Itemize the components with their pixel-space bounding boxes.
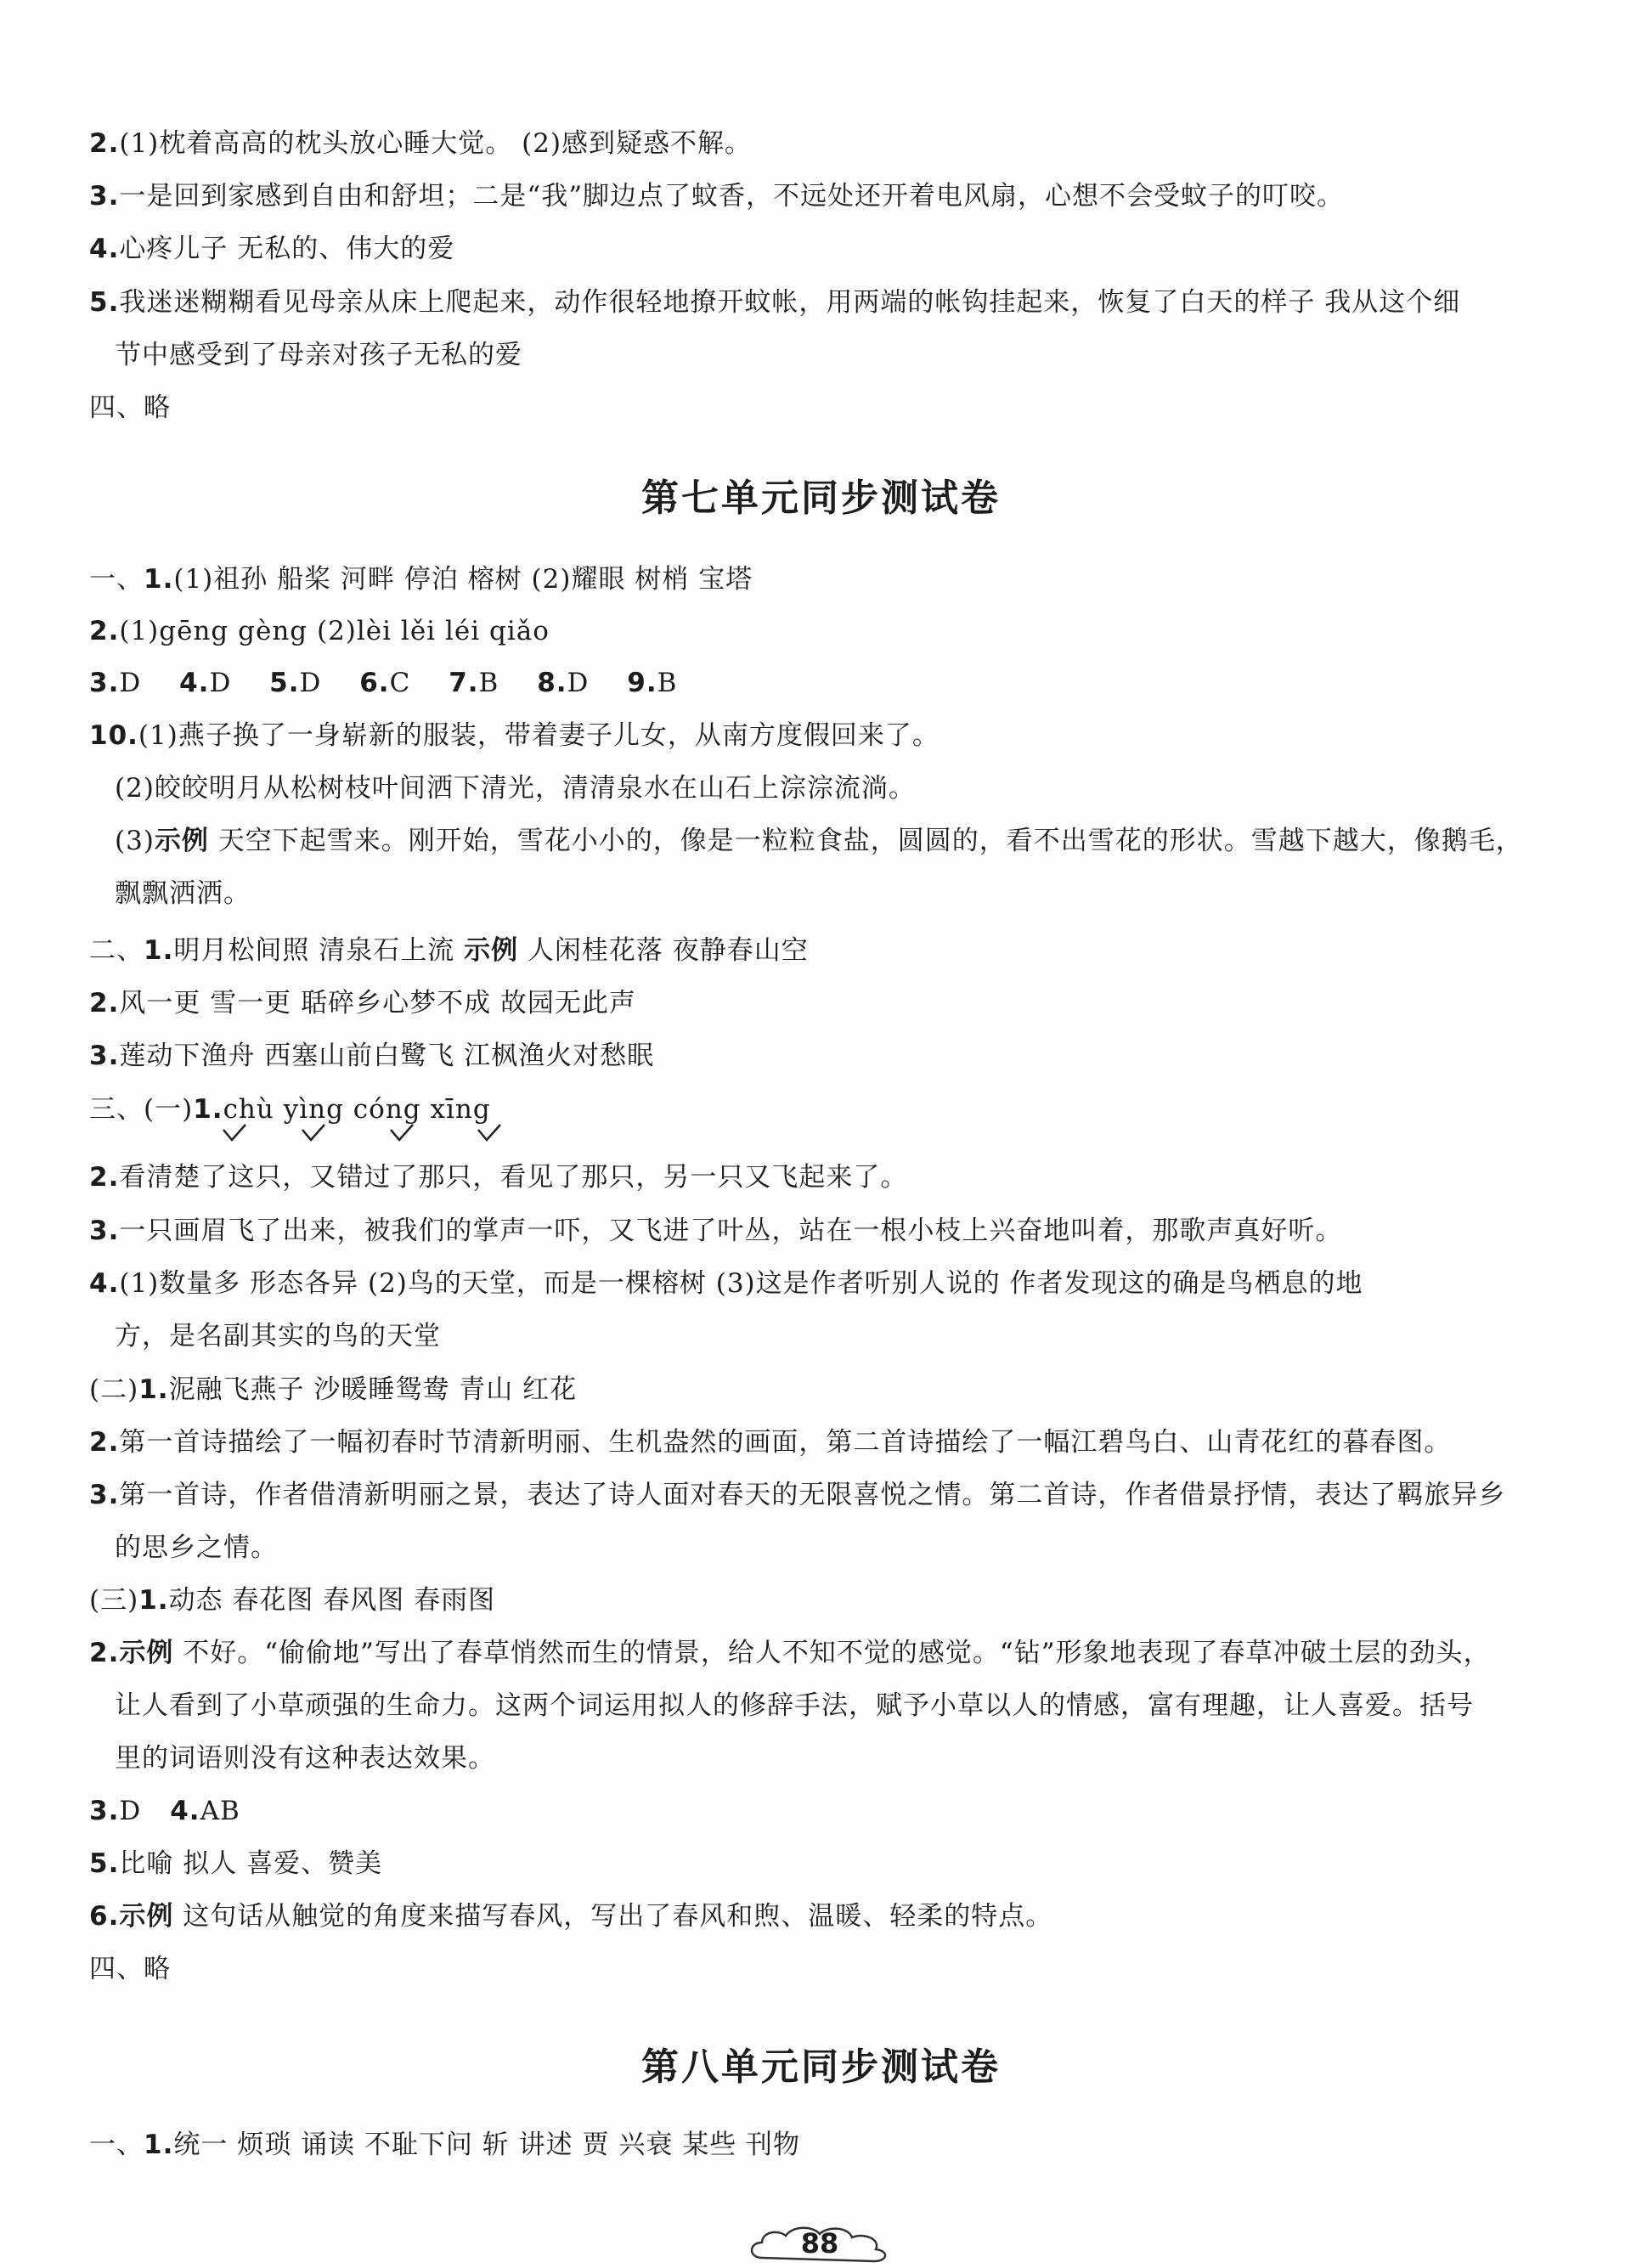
u7-s3c-q1: (三)1.动态 春花图 春风图 春雨图 (89, 1585, 496, 1616)
u7-s2-q1: 二、1.明月松间照 清泉石上流 示例 人闲桂花落 夜静春山空 (89, 935, 809, 966)
u7-s3b-q3: 3.第一首诗，作者借清新明丽之景，表达了诗人面对春天的无限喜悦之情。第二首诗，作者借景抒情，表达了羁旅异乡 (89, 1480, 1506, 1510)
prev-answer-section-4: 四、略 (89, 392, 171, 423)
u7-q3-9: 3.D 4.D 5.D 6.C 7.B 8.D 9.B (89, 668, 678, 698)
prev-answer-2: 2.(1)枕着高高的枕头放心睡大觉。 (2)感到疑惑不解。 (89, 128, 753, 159)
checkmark-4 (478, 1125, 500, 1140)
checkmark-2 (302, 1125, 324, 1140)
u7-q2: 2.(1)gēng gèng (2)lèi lěi léi qiǎo (89, 616, 550, 646)
u7-s3c-q6: 6.示例 这句话从触觉的角度来描写春风，写出了春风和煦、温暖、轻柔的特点。 (89, 1901, 1053, 1932)
checkmark-1 (223, 1125, 245, 1140)
u7-s3-q4: 4.(1)数量多 形态各异 (2)鸟的天堂，而是一棵榕树 (3)这是作者听别人说的 作者发现这的确是鸟栖息的地 (89, 1268, 1363, 1299)
u7-q10-2: (2)皎皎明月从松树枝叶间洒下清光，清清泉水在山石上淙淙流淌。 (115, 773, 916, 804)
u7-s3c-q5: 5.比喻 拟人 喜爱、赞美 (89, 1848, 383, 1879)
page-number: 88 (800, 2227, 839, 2260)
u7-s3b-q2: 2.第一首诗描绘了一幅初春时节清新明丽、生机盎然的画面，第二首诗描绘了一幅江碧鸟白、山青花红的暮春图。 (89, 1427, 1452, 1458)
u7-s2-q3: 3.莲动下渔舟 西塞山前白鹭飞 江枫渔火对愁眠 (89, 1041, 655, 1071)
prev-answer-4: 4.心疼儿子 无私的、伟大的爱 (89, 234, 455, 264)
checkmark-3 (391, 1125, 413, 1140)
u7-q10-3: (3)示例 天空下起雪来。刚开始，雪花小小的，像是一粒粒食盐，圆圆的，看不出雪花的形状。雪越下越大，像鹅毛， (115, 826, 1523, 856)
prev-answer-5-cont: 节中感受到了母亲对孩子无私的爱 (115, 340, 522, 370)
u7-section-4: 四、略 (89, 1954, 171, 1984)
unit8-title: 第八单元同步测试卷 (641, 2045, 1001, 2089)
u7-s3c-q3-4: 3.D 4.AB (89, 1796, 240, 1826)
u7-s3-q3: 3.一只画眉飞了出来，被我们的掌声一吓，又飞进了叶丛，站在一根小枝上兴奋地叫着，那歌声真好听。 (89, 1216, 1343, 1246)
unit7-title: 第七单元同步测试卷 (641, 477, 1001, 520)
u7-s3-q2: 2.看清楚了这只，又错过了那只，看见了那只，另一只又飞起来了。 (89, 1162, 908, 1193)
u7-q10-3-cont: 飘飘洒洒。 (115, 878, 251, 909)
prev-answer-3: 3.一是回到家感到自由和舒坦；二是“我”脚边点了蚊香，不远处还开着电风扇，心想不会受蚊子的叮咬。 (89, 181, 1345, 212)
u7-s3-q4-cont: 方，是名副其实的鸟的天堂 (115, 1321, 441, 1351)
prev-answer-5: 5.我迷迷糊糊看见母亲从床上爬起来，动作很轻地撩开蚊帐，用两端的帐钩挂起来，恢复了白天的样子 我从这个细 (89, 287, 1461, 318)
u7-s3c-q2-cont1: 让人看到了小草顽强的生命力。这两个词运用拟人的修辞手法，赋予小草以人的情感，富有理趣，让人喜爱。括号 (115, 1690, 1474, 1721)
u7-s3b-q3-cont: 的思乡之情。 (115, 1532, 278, 1563)
u7-q10-1: 10.(1)燕子换了一身崭新的服装，带着妻子儿女，从南方度假回来了。 (89, 720, 939, 751)
u7-s2-q2: 2.风一更 雪一更 聒碎乡心梦不成 故园无此声 (89, 988, 636, 1018)
page-number-badge (743, 2224, 896, 2265)
u7-s3c-q2-cont2: 里的词语则没有这种表达效果。 (115, 1743, 495, 1774)
u7-s3-q1: 三、(一)1.chù yìng cóng xīng (89, 1094, 491, 1125)
u8-q1: 一、1.统一 烦琐 诵读 不耻下问 斩 讲述 贾 兴衰 某些 刊物 (89, 2130, 801, 2160)
u7-s3c-q2: 2.示例 不好。“偷偷地”写出了春草悄然而生的情景，给人不知不觉的感觉。“钻”形象地表现了春草冲破土层的劲头， (89, 1638, 1491, 1668)
u7-s3b-q1: (二)1.泥融飞燕子 沙暖睡鸳鸯 青山 红花 (89, 1374, 578, 1405)
u7-q1: 一、1.(1)祖孙 船桨 河畔 停泊 榕树 (2)耀眼 树梢 宝塔 (89, 564, 753, 595)
